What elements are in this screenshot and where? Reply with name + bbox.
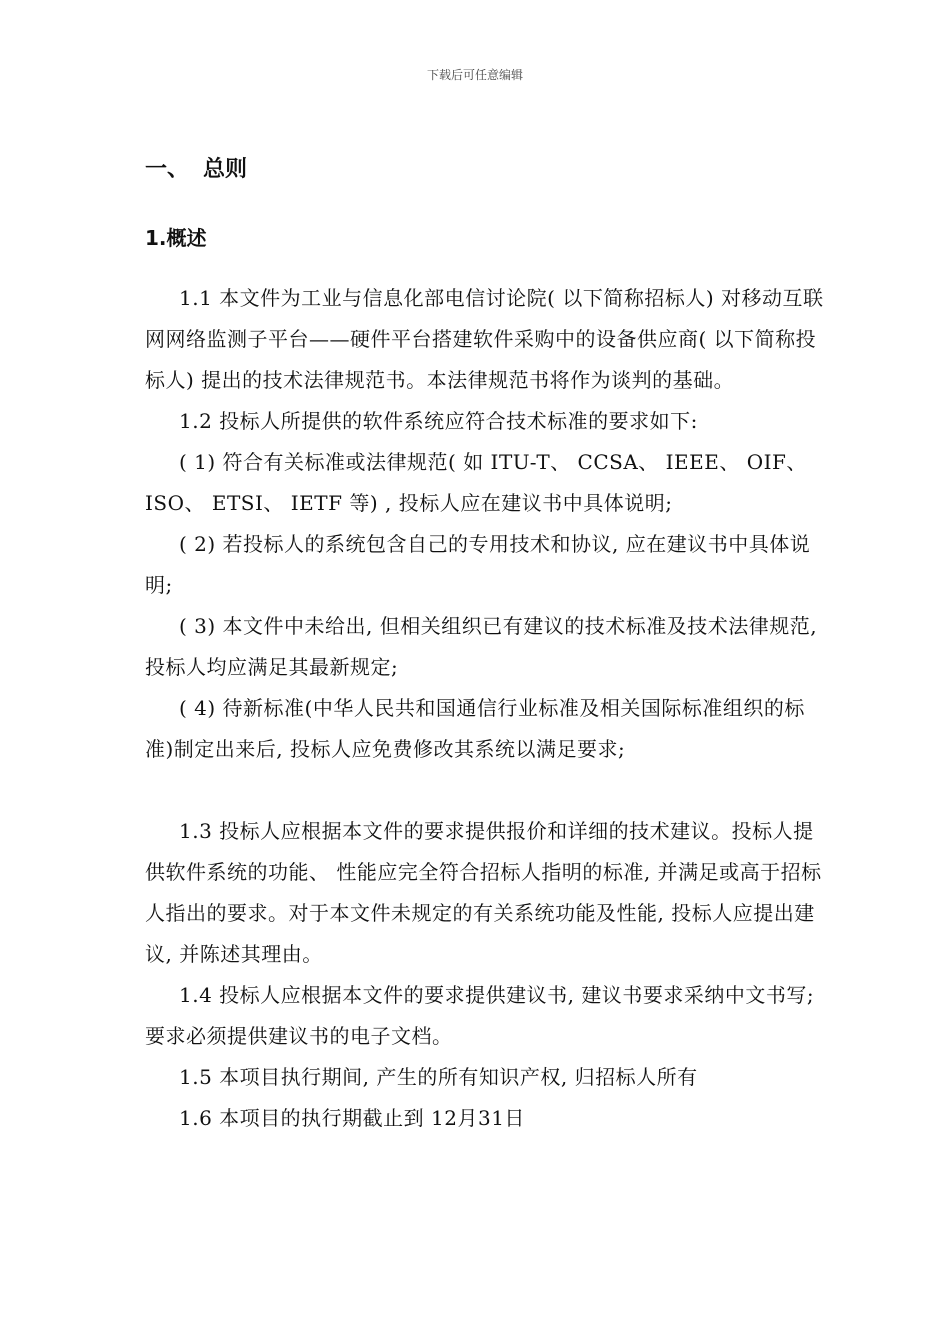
paragraph-gap	[145, 770, 825, 811]
paragraph-1-2: 1.2 投标人所提供的软件系统应符合技术标准的要求如下:	[179, 409, 698, 433]
section-number: 一、	[145, 157, 190, 182]
section-heading	[145, 150, 825, 190]
body-text	[145, 278, 825, 1139]
paragraph-1-5: 1.5 本项目执行期间, 产生的所有知识产权, 归招标人所有	[179, 1065, 698, 1089]
document-content	[145, 140, 825, 1139]
list-item-1: ( 1) 符合有关标准或法律规范( 如 ITU-T、 CCSA、 IEEE、 OIF、 ISO、 ETSI、 IETF 等) , 投标人应在建议书中具体说明;	[145, 450, 807, 515]
paragraph-1-3: 1.3 投标人应根据本文件的要求提供报价和详细的技术建议。投标人提供软件系统的功能、 性能应完全符合招标人指明的标准, 并满足或高于招标人指出的要求。对于本文件未规定的有关系统功能及性能, 投标人应提出建议, 并陈述其理由。	[145, 819, 822, 966]
list-item-4: ( 4) 待新标准(中华人民共和国通信行业标准及相关国际标准组织的标准)制定出来后, 投标人应免费修改其系统以满足要求;	[145, 696, 805, 761]
paragraph-1-6: 1.6 本项目的执行期截止到 12月31日	[179, 1106, 525, 1130]
header-note: 下载后可任意编辑	[426, 68, 523, 82]
paragraph-1-4: 1.4 投标人应根据本文件的要求提供建议书, 建议书要求采纳中文书写; 要求必须提供建议书的电子文档。	[145, 983, 815, 1048]
list-item-3: ( 3) 本文件中未给出, 但相关组织已有建议的技术标准及技术法律规范, 投标人均应满足其最新规定;	[145, 614, 818, 679]
paragraph-1-1: 1.1 本文件为工业与信息化部电信讨论院( 以下简称招标人) 对移动互联网网络监测子平台——硬件平台搭建软件采购中的设备供应商( 以下简称投标人) 提出的技术法律规范书。本法律规范书将作为谈判的基础。	[145, 286, 824, 392]
list-item-2: ( 2) 若投标人的系统包含自己的专用技术和协议, 应在建议书中具体说明;	[145, 532, 811, 597]
subsection-heading: 1.概述	[145, 226, 207, 250]
section-title: 总则	[203, 157, 248, 182]
